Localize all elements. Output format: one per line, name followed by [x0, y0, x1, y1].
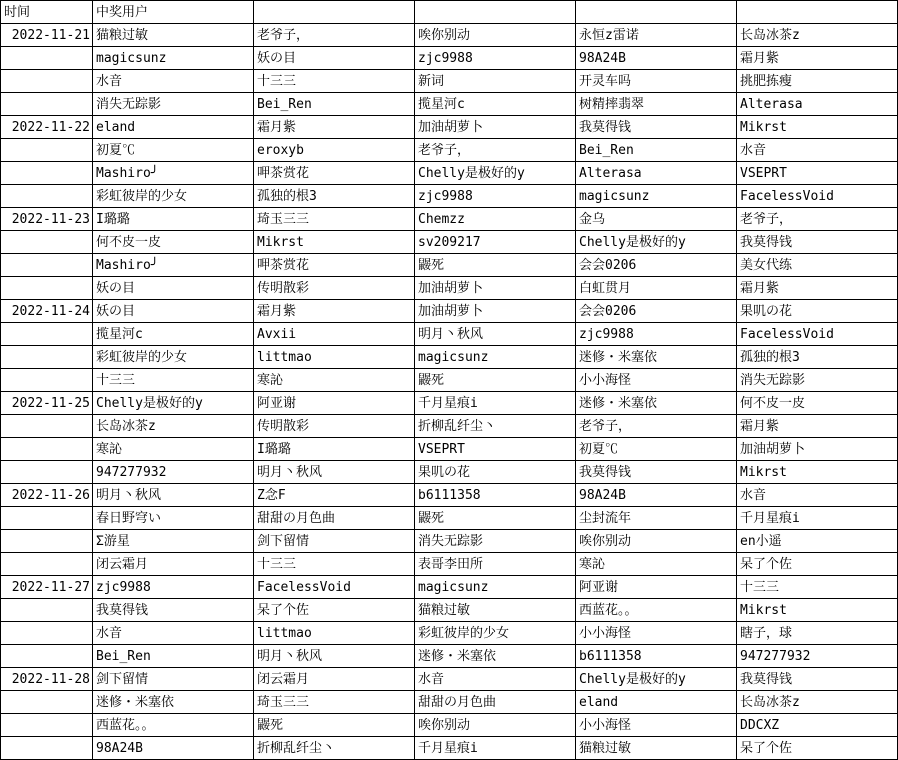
winner-cell[interactable]: 水音: [93, 70, 254, 93]
table-row: [1, 116, 898, 139]
winner-cell[interactable]: 947277932: [93, 461, 254, 484]
header-cell-empty[interactable]: [737, 1, 898, 24]
date-cell[interactable]: 2022-11-25: [1, 392, 93, 415]
winner-cell[interactable]: 呷茶赏花: [254, 254, 415, 277]
winner-cell[interactable]: 霜月紫: [737, 277, 898, 300]
winner-cell[interactable]: 彩虹彼岸的少女: [93, 185, 254, 208]
winner-cell[interactable]: 传明散彩: [254, 415, 415, 438]
winner-cell[interactable]: Chelly是极好的y: [576, 668, 737, 691]
winner-cell[interactable]: FacelessVoid: [254, 576, 415, 599]
winner-cell[interactable]: 阿亚谢: [576, 576, 737, 599]
winner-cell[interactable]: 鼹死: [415, 507, 576, 530]
winner-cell[interactable]: 迷修・米塞依: [415, 645, 576, 668]
table-row: [1, 576, 898, 599]
winner-cell[interactable]: 猫粮过敏: [415, 599, 576, 622]
winner-cell[interactable]: 十三三: [737, 576, 898, 599]
winner-cell[interactable]: 妖の目: [93, 277, 254, 300]
winner-cell[interactable]: 加油胡萝卜: [737, 438, 898, 461]
winner-cell[interactable]: 折柳乱纤尘丶: [415, 415, 576, 438]
winner-cell[interactable]: 西蓝花。。: [93, 714, 254, 737]
winner-cell[interactable]: 老爷子，: [254, 24, 415, 47]
winner-cell[interactable]: 千月星痕i: [737, 507, 898, 530]
date-cell[interactable]: [1, 47, 93, 70]
winner-cell[interactable]: 长岛冰茶z: [93, 415, 254, 438]
table-row: [1, 277, 898, 300]
winner-cell[interactable]: 长岛冰茶z: [737, 691, 898, 714]
table-row: [1, 93, 898, 116]
winner-cell[interactable]: 明月丶秋风: [254, 461, 415, 484]
winner-cell[interactable]: 98A24B: [576, 47, 737, 70]
winner-cell[interactable]: magicsunz: [93, 47, 254, 70]
winner-cell[interactable]: 我莫得钱: [737, 668, 898, 691]
date-cell[interactable]: [1, 346, 93, 369]
date-cell[interactable]: [1, 530, 93, 553]
winner-cell[interactable]: 消失无踪影: [93, 93, 254, 116]
winner-cell[interactable]: 妖の目: [93, 300, 254, 323]
winner-cell[interactable]: 甜甜の月色曲: [254, 507, 415, 530]
winner-cell[interactable]: 千月星痕i: [415, 737, 576, 760]
winner-cell[interactable]: 十三三: [254, 553, 415, 576]
winner-cell[interactable]: 我莫得钱: [576, 116, 737, 139]
table-row: [1, 438, 898, 461]
table-row: [1, 461, 898, 484]
winner-cell[interactable]: 呆了个佐: [737, 737, 898, 760]
winner-cell[interactable]: 明月丶秋风: [254, 645, 415, 668]
winner-cell[interactable]: DDCXZ: [737, 714, 898, 737]
header-cell-time[interactable]: 时间: [1, 1, 93, 24]
winner-cell[interactable]: 会会0206: [576, 254, 737, 277]
winner-cell[interactable]: I璐璐: [254, 438, 415, 461]
date-cell[interactable]: [1, 691, 93, 714]
winner-cell[interactable]: 迷修・米塞依: [576, 392, 737, 415]
date-cell[interactable]: [1, 323, 93, 346]
winner-cell[interactable]: 霜月紫: [737, 415, 898, 438]
winner-cell[interactable]: Chemzz: [415, 208, 576, 231]
header-cell-empty[interactable]: [254, 1, 415, 24]
table-row: [1, 70, 898, 93]
table-row: [1, 162, 898, 185]
winner-cell[interactable]: 老爷子，: [737, 208, 898, 231]
winner-cell[interactable]: Mashiro╯: [93, 254, 254, 277]
winner-cell[interactable]: 霜月紫: [737, 47, 898, 70]
winner-cell[interactable]: 98A24B: [93, 737, 254, 760]
winner-cell[interactable]: Mikrst: [254, 231, 415, 254]
winner-cell[interactable]: Chelly是极好的y: [576, 231, 737, 254]
table-row: [1, 737, 898, 760]
winner-cell[interactable]: 我莫得钱: [576, 461, 737, 484]
winner-cell[interactable]: 寒訫: [254, 369, 415, 392]
table-row: [1, 553, 898, 576]
winner-cell[interactable]: FacelessVoid: [737, 185, 898, 208]
winner-cell[interactable]: 唉你别动: [576, 530, 737, 553]
winner-cell[interactable]: 我莫得钱: [737, 231, 898, 254]
winner-cell[interactable]: 鼹死: [415, 369, 576, 392]
winner-cell[interactable]: 98A24B: [576, 484, 737, 507]
date-cell[interactable]: [1, 737, 93, 760]
winner-cell[interactable]: b6111358: [576, 645, 737, 668]
winner-cell[interactable]: 水音: [737, 484, 898, 507]
winner-cell[interactable]: FacelessVoid: [737, 323, 898, 346]
winner-cell[interactable]: zjc9988: [576, 323, 737, 346]
winner-cell[interactable]: 会会0206: [576, 300, 737, 323]
winner-cell[interactable]: 剑下留情: [93, 668, 254, 691]
winner-cell[interactable]: Avxii: [254, 323, 415, 346]
winner-cell[interactable]: 寒訫: [93, 438, 254, 461]
winner-cell[interactable]: 十三三: [93, 369, 254, 392]
winner-cell[interactable]: eroxyb: [254, 139, 415, 162]
winner-cell[interactable]: 妖の目: [254, 47, 415, 70]
winner-cell[interactable]: 猫粮过敏: [576, 737, 737, 760]
winner-cell[interactable]: Bei_Ren: [254, 93, 415, 116]
winner-cell[interactable]: 果叽の花: [415, 461, 576, 484]
winner-cell[interactable]: 彩虹彼岸的少女: [415, 622, 576, 645]
winner-cell[interactable]: littmao: [254, 622, 415, 645]
date-cell[interactable]: 2022-11-24: [1, 300, 93, 323]
winner-cell[interactable]: 初夏℃: [576, 438, 737, 461]
date-cell[interactable]: 2022-11-21: [1, 24, 93, 47]
date-cell[interactable]: [1, 162, 93, 185]
date-cell[interactable]: [1, 645, 93, 668]
table-row: [1, 691, 898, 714]
table-row: [1, 484, 898, 507]
winner-cell[interactable]: 加油胡萝卜: [415, 300, 576, 323]
date-cell[interactable]: 2022-11-28: [1, 668, 93, 691]
winner-cell[interactable]: Bei_Ren: [576, 139, 737, 162]
winner-cell[interactable]: 明月丶秋风: [93, 484, 254, 507]
winner-cell[interactable]: 947277932: [737, 645, 898, 668]
table-row: [1, 369, 898, 392]
winner-cell[interactable]: 何不皮一皮: [737, 392, 898, 415]
winner-cell[interactable]: 新词: [415, 70, 576, 93]
winner-cell[interactable]: 琦玉三三: [254, 691, 415, 714]
table-row: [1, 185, 898, 208]
winner-cell[interactable]: 唉你别动: [415, 714, 576, 737]
date-cell[interactable]: [1, 70, 93, 93]
date-cell[interactable]: [1, 231, 93, 254]
winner-cell[interactable]: 甜甜の月色曲: [415, 691, 576, 714]
winner-cell[interactable]: Z念F: [254, 484, 415, 507]
date-cell[interactable]: [1, 254, 93, 277]
table-row: [1, 24, 898, 47]
winner-cell[interactable]: 迷修・米塞依: [576, 346, 737, 369]
winner-cell[interactable]: 树精摔翡翠: [576, 93, 737, 116]
winner-cell[interactable]: 小小海怪: [576, 622, 737, 645]
winner-cell[interactable]: 初夏℃: [93, 139, 254, 162]
winner-cell[interactable]: Σ游星: [93, 530, 254, 553]
date-cell[interactable]: [1, 369, 93, 392]
header-cell-empty[interactable]: [576, 1, 737, 24]
winner-cell[interactable]: 霜月紫: [254, 300, 415, 323]
table-row: [1, 645, 898, 668]
winner-cell[interactable]: magicsunz: [576, 185, 737, 208]
winner-cell[interactable]: 寒訫: [576, 553, 737, 576]
winner-cell[interactable]: b6111358: [415, 484, 576, 507]
winner-cell[interactable]: 我莫得钱: [93, 599, 254, 622]
winner-cell[interactable]: 折柳乱纤尘丶: [254, 737, 415, 760]
winner-cell[interactable]: Alterasa: [737, 93, 898, 116]
winner-cell[interactable]: 金乌: [576, 208, 737, 231]
winner-cell[interactable]: 加油胡萝卜: [415, 277, 576, 300]
date-cell[interactable]: [1, 139, 93, 162]
winner-cell[interactable]: 春日野穹い: [93, 507, 254, 530]
winner-cell[interactable]: Alterasa: [576, 162, 737, 185]
date-cell[interactable]: [1, 185, 93, 208]
winner-cell[interactable]: VSEPRT: [737, 162, 898, 185]
winner-cell[interactable]: 加油胡萝卜: [415, 116, 576, 139]
table-row: [1, 599, 898, 622]
winner-cell[interactable]: Mikrst: [737, 599, 898, 622]
winner-cell[interactable]: I璐璐: [93, 208, 254, 231]
table-row: [1, 300, 898, 323]
winner-cell[interactable]: 呆了个佐: [737, 553, 898, 576]
winner-cell[interactable]: Mikrst: [737, 116, 898, 139]
date-cell[interactable]: [1, 438, 93, 461]
table-row: [1, 507, 898, 530]
winner-cell[interactable]: 呷茶赏花: [254, 162, 415, 185]
date-cell[interactable]: [1, 461, 93, 484]
winner-cell[interactable]: 孤独的根3: [737, 346, 898, 369]
date-cell[interactable]: [1, 553, 93, 576]
winner-cell[interactable]: 尘封流年: [576, 507, 737, 530]
table-row: [1, 714, 898, 737]
date-cell[interactable]: [1, 714, 93, 737]
winner-cell[interactable]: 彩虹彼岸的少女: [93, 346, 254, 369]
winner-cell[interactable]: 闭云霜月: [254, 668, 415, 691]
date-cell[interactable]: [1, 599, 93, 622]
date-cell[interactable]: 2022-11-26: [1, 484, 93, 507]
table-row: [1, 392, 898, 415]
date-cell[interactable]: [1, 507, 93, 530]
winner-cell[interactable]: zjc9988: [93, 576, 254, 599]
winner-cell[interactable]: 西蓝花。。: [576, 599, 737, 622]
winner-cell[interactable]: 唉你别动: [415, 24, 576, 47]
date-cell[interactable]: [1, 415, 93, 438]
table-row: [1, 622, 898, 645]
winner-cell[interactable]: 阿亚谢: [254, 392, 415, 415]
winner-cell[interactable]: 传明散彩: [254, 277, 415, 300]
table-row: [1, 254, 898, 277]
winner-cell[interactable]: 霜月紫: [254, 116, 415, 139]
winner-cell[interactable]: 果叽の花: [737, 300, 898, 323]
winner-cell[interactable]: Chelly是极好的y: [93, 392, 254, 415]
winner-cell[interactable]: 千月星痕i: [415, 392, 576, 415]
winner-cell[interactable]: 鼹死: [254, 714, 415, 737]
winner-cell[interactable]: eland: [93, 116, 254, 139]
winner-cell[interactable]: 永恒z雷诺: [576, 24, 737, 47]
date-cell[interactable]: 2022-11-22: [1, 116, 93, 139]
winner-cell[interactable]: 白虹贯月: [576, 277, 737, 300]
winner-cell[interactable]: 消失无踪影: [737, 369, 898, 392]
winner-cell[interactable]: 老爷子，: [415, 139, 576, 162]
winner-cell[interactable]: 开灵车吗: [576, 70, 737, 93]
table-row: [1, 415, 898, 438]
table-row: [1, 346, 898, 369]
winner-cell[interactable]: 水音: [737, 139, 898, 162]
winner-cell[interactable]: en小遥: [737, 530, 898, 553]
winner-cell[interactable]: zjc9988: [415, 185, 576, 208]
winner-cell[interactable]: 何不皮一皮: [93, 231, 254, 254]
winner-cell[interactable]: 闭云霜月: [93, 553, 254, 576]
table-row: [1, 231, 898, 254]
winner-cell[interactable]: littmao: [254, 346, 415, 369]
winner-cell[interactable]: 十三三: [254, 70, 415, 93]
winner-cell[interactable]: 长岛冰茶z: [737, 24, 898, 47]
winner-cell[interactable]: magicsunz: [415, 346, 576, 369]
winner-cell[interactable]: 瞎子，球: [737, 622, 898, 645]
date-cell[interactable]: 2022-11-23: [1, 208, 93, 231]
winner-cell[interactable]: 消失无踪影: [415, 530, 576, 553]
winner-cell[interactable]: 水音: [415, 668, 576, 691]
winner-cell[interactable]: magicsunz: [415, 576, 576, 599]
winner-cell[interactable]: VSEPRT: [415, 438, 576, 461]
winner-cell[interactable]: Mikrst: [737, 461, 898, 484]
date-cell[interactable]: 2022-11-27: [1, 576, 93, 599]
winner-cell[interactable]: 鼹死: [415, 254, 576, 277]
table-row: [1, 47, 898, 70]
table-row: [1, 530, 898, 553]
winner-cell[interactable]: 小小海怪: [576, 714, 737, 737]
header-row: [1, 1, 898, 24]
winner-cell[interactable]: 表哥李田所: [415, 553, 576, 576]
winner-cell[interactable]: 剑下留情: [254, 530, 415, 553]
winner-cell[interactable]: Mashiro╯: [93, 162, 254, 185]
table-row: [1, 208, 898, 231]
table-row: [1, 139, 898, 162]
winner-cell[interactable]: 小小海怪: [576, 369, 737, 392]
winner-cell[interactable]: Bei_Ren: [93, 645, 254, 668]
winner-cell[interactable]: zjc9988: [415, 47, 576, 70]
winner-cell[interactable]: Chelly是极好的y: [415, 162, 576, 185]
date-cell[interactable]: [1, 277, 93, 300]
winner-cell[interactable]: 呆了个佐: [254, 599, 415, 622]
winner-cell[interactable]: sv209217: [415, 231, 576, 254]
winner-cell[interactable]: 孤独的根3: [254, 185, 415, 208]
winner-cell[interactable]: 美女代练: [737, 254, 898, 277]
header-cell-empty[interactable]: [415, 1, 576, 24]
winner-cell[interactable]: eland: [576, 691, 737, 714]
winner-cell[interactable]: 猫粮过敏: [93, 24, 254, 47]
winner-cell[interactable]: 水音: [93, 622, 254, 645]
winner-cell[interactable]: 琦玉三三: [254, 208, 415, 231]
sheet-body: [1, 1, 898, 760]
winner-cell[interactable]: 明月丶秋风: [415, 323, 576, 346]
date-cell[interactable]: [1, 93, 93, 116]
winner-cell[interactable]: 揽星河c: [415, 93, 576, 116]
date-cell[interactable]: [1, 622, 93, 645]
winner-cell[interactable]: 迷修・米塞依: [93, 691, 254, 714]
winner-cell[interactable]: 揽星河c: [93, 323, 254, 346]
table-row: [1, 668, 898, 691]
header-cell-winners[interactable]: 中奖用户: [93, 1, 254, 24]
winner-cell[interactable]: 老爷子，: [576, 415, 737, 438]
winner-cell[interactable]: 挑肥拣瘦: [737, 70, 898, 93]
table-row: [1, 323, 898, 346]
